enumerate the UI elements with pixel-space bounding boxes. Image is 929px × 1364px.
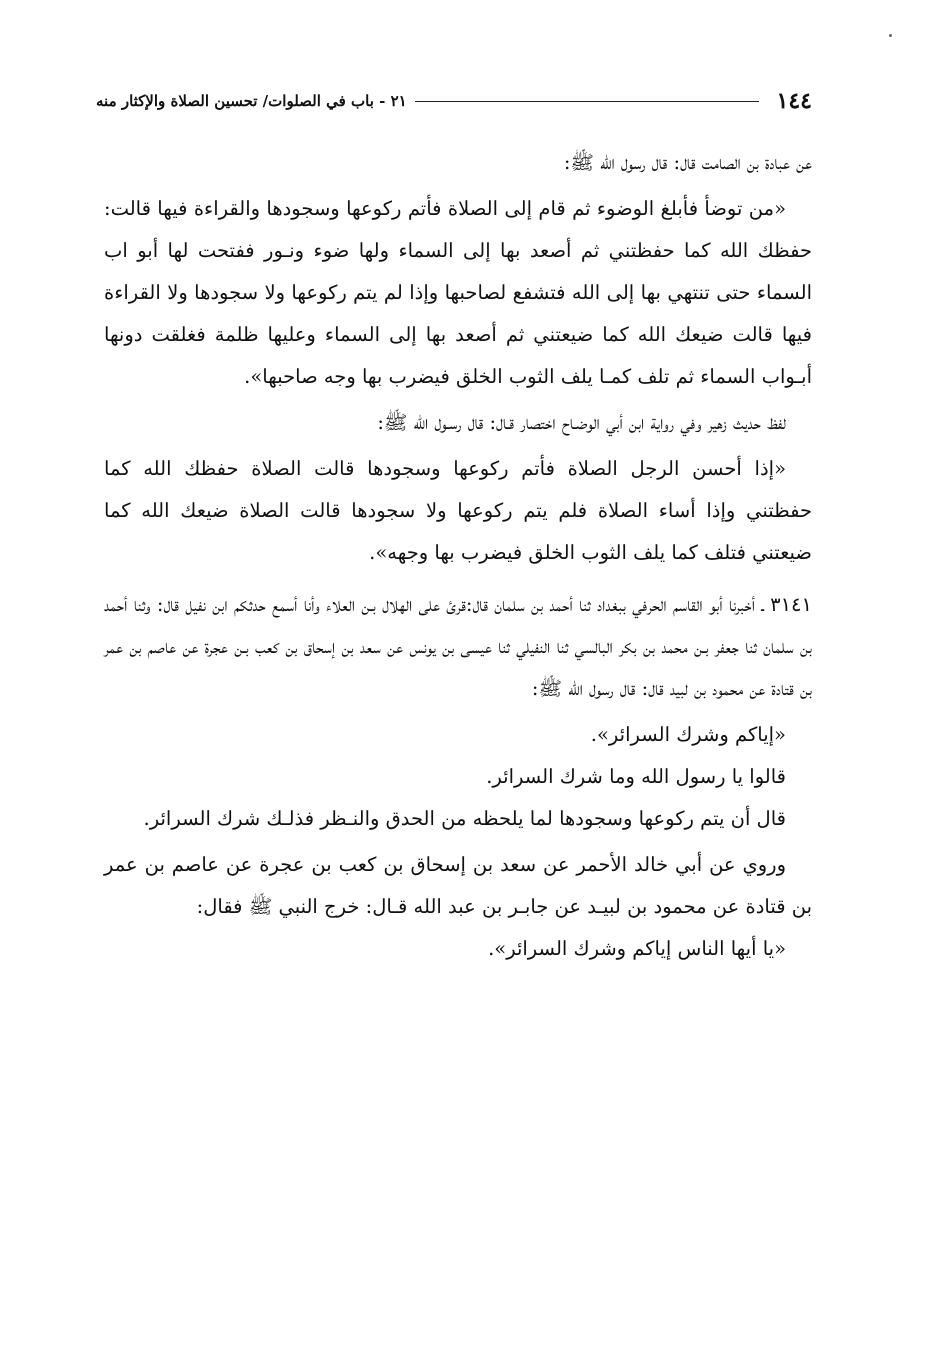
paragraph-isnad: ٣١٤١ ـ أخبرنا أبو القاسم الحرفي ببغداد ثنا أحمد بن سلمان قال:قرئ على الهلال بـن العلاء وأنا أسمع حدثكم ابن نفيل قال: وثنا أحمد بن سلمان ثنا جعفر بـن محمد بن بكر البالسي ثنا النفيلي ثنا عيسى بن يونس عن سعد بن إسحاق بن كعب بـن عجرة عن عاصم بن عمر بن قتادة عن محمود بن لبيد قال: قال رسول الله ﷺ:	[104, 593, 812, 700]
scan-speck	[889, 34, 892, 37]
paragraph-answer: قال أن يتم ركوعها وسجودها لما يلحظه من الحدق والنـظر فذلـك شرك السرائر.	[143, 807, 786, 830]
paragraph-hadith-3: «إياكم وشرك السرائر».	[590, 723, 786, 746]
page-number: ١٤٤	[776, 88, 812, 114]
paragraph-hadith-4: «يا أيها الناس إياكم وشرك السرائر».	[488, 937, 786, 960]
paragraph-note: لفظ حديث زهير وفي رواية ابن أبي الوضـاح اختصار قـال: قال رسـول الله ﷺ:	[377, 411, 786, 434]
header-rule	[415, 101, 759, 102]
page-body	[104, 142, 812, 970]
page-header	[96, 86, 812, 116]
running-title: ٢١ - باب في الصلوات/ تحسين الصلاة والإكثار منه	[96, 92, 407, 110]
paragraph-question: قالوا يا رسول الله وما شرك السرائر.	[486, 765, 786, 788]
paragraph-hadith-2: «إذا أحسن الرجل الصلاة فأتم ركوعها وسجودها قالت الصلاة حفظك الله كما حفظتني وإذا أساء الصلاة فلم يتم ركوعها ولا سجودها قالت الصلاة ضيعك الله كما ضيعتني فتلف كما يلف الثوب الخلق فيضرب بها وجهه».	[104, 457, 812, 564]
paragraph-intro: عن عبادة بن الصامت قال: قال رسول الله ﷺ:	[563, 151, 812, 174]
paragraph-hadith-1: «من توضأ فأبلغ الوضوء ثم قام إلى الصلاة فأتم ركوعها وسجودها والقراءة فيها قالت: حفظك الله كما حفظتني ثم أصعد بها إلى السماء ولها ضوء ونـور ففتحت لها أبو اب السماء حتى تنتهي بها إلى الله فتشفع لصاحبها وإذا لم يتم ركوعها ولا سجودها ولا القراءة فيها قالت ضيعك الله كما ضيعتني ثم أصعد بها إلى السماء وعليها ظلمة فغلقت دونها أبـواب السماء ثم تلف كمـا يلف الثوب الخلق فيضرب بها وجه صاحبها».	[104, 197, 812, 388]
paragraph-riwaya: وروي عن أبي خالد الأحمر عن سعد بن إسحاق بن كعب بن عجرة عن عاصم بن عمر بن قتادة عن محمود بن لبيـد عن جابـر بن عبد الله قـال: خرج النبي ﷺ فقال:	[104, 853, 812, 918]
